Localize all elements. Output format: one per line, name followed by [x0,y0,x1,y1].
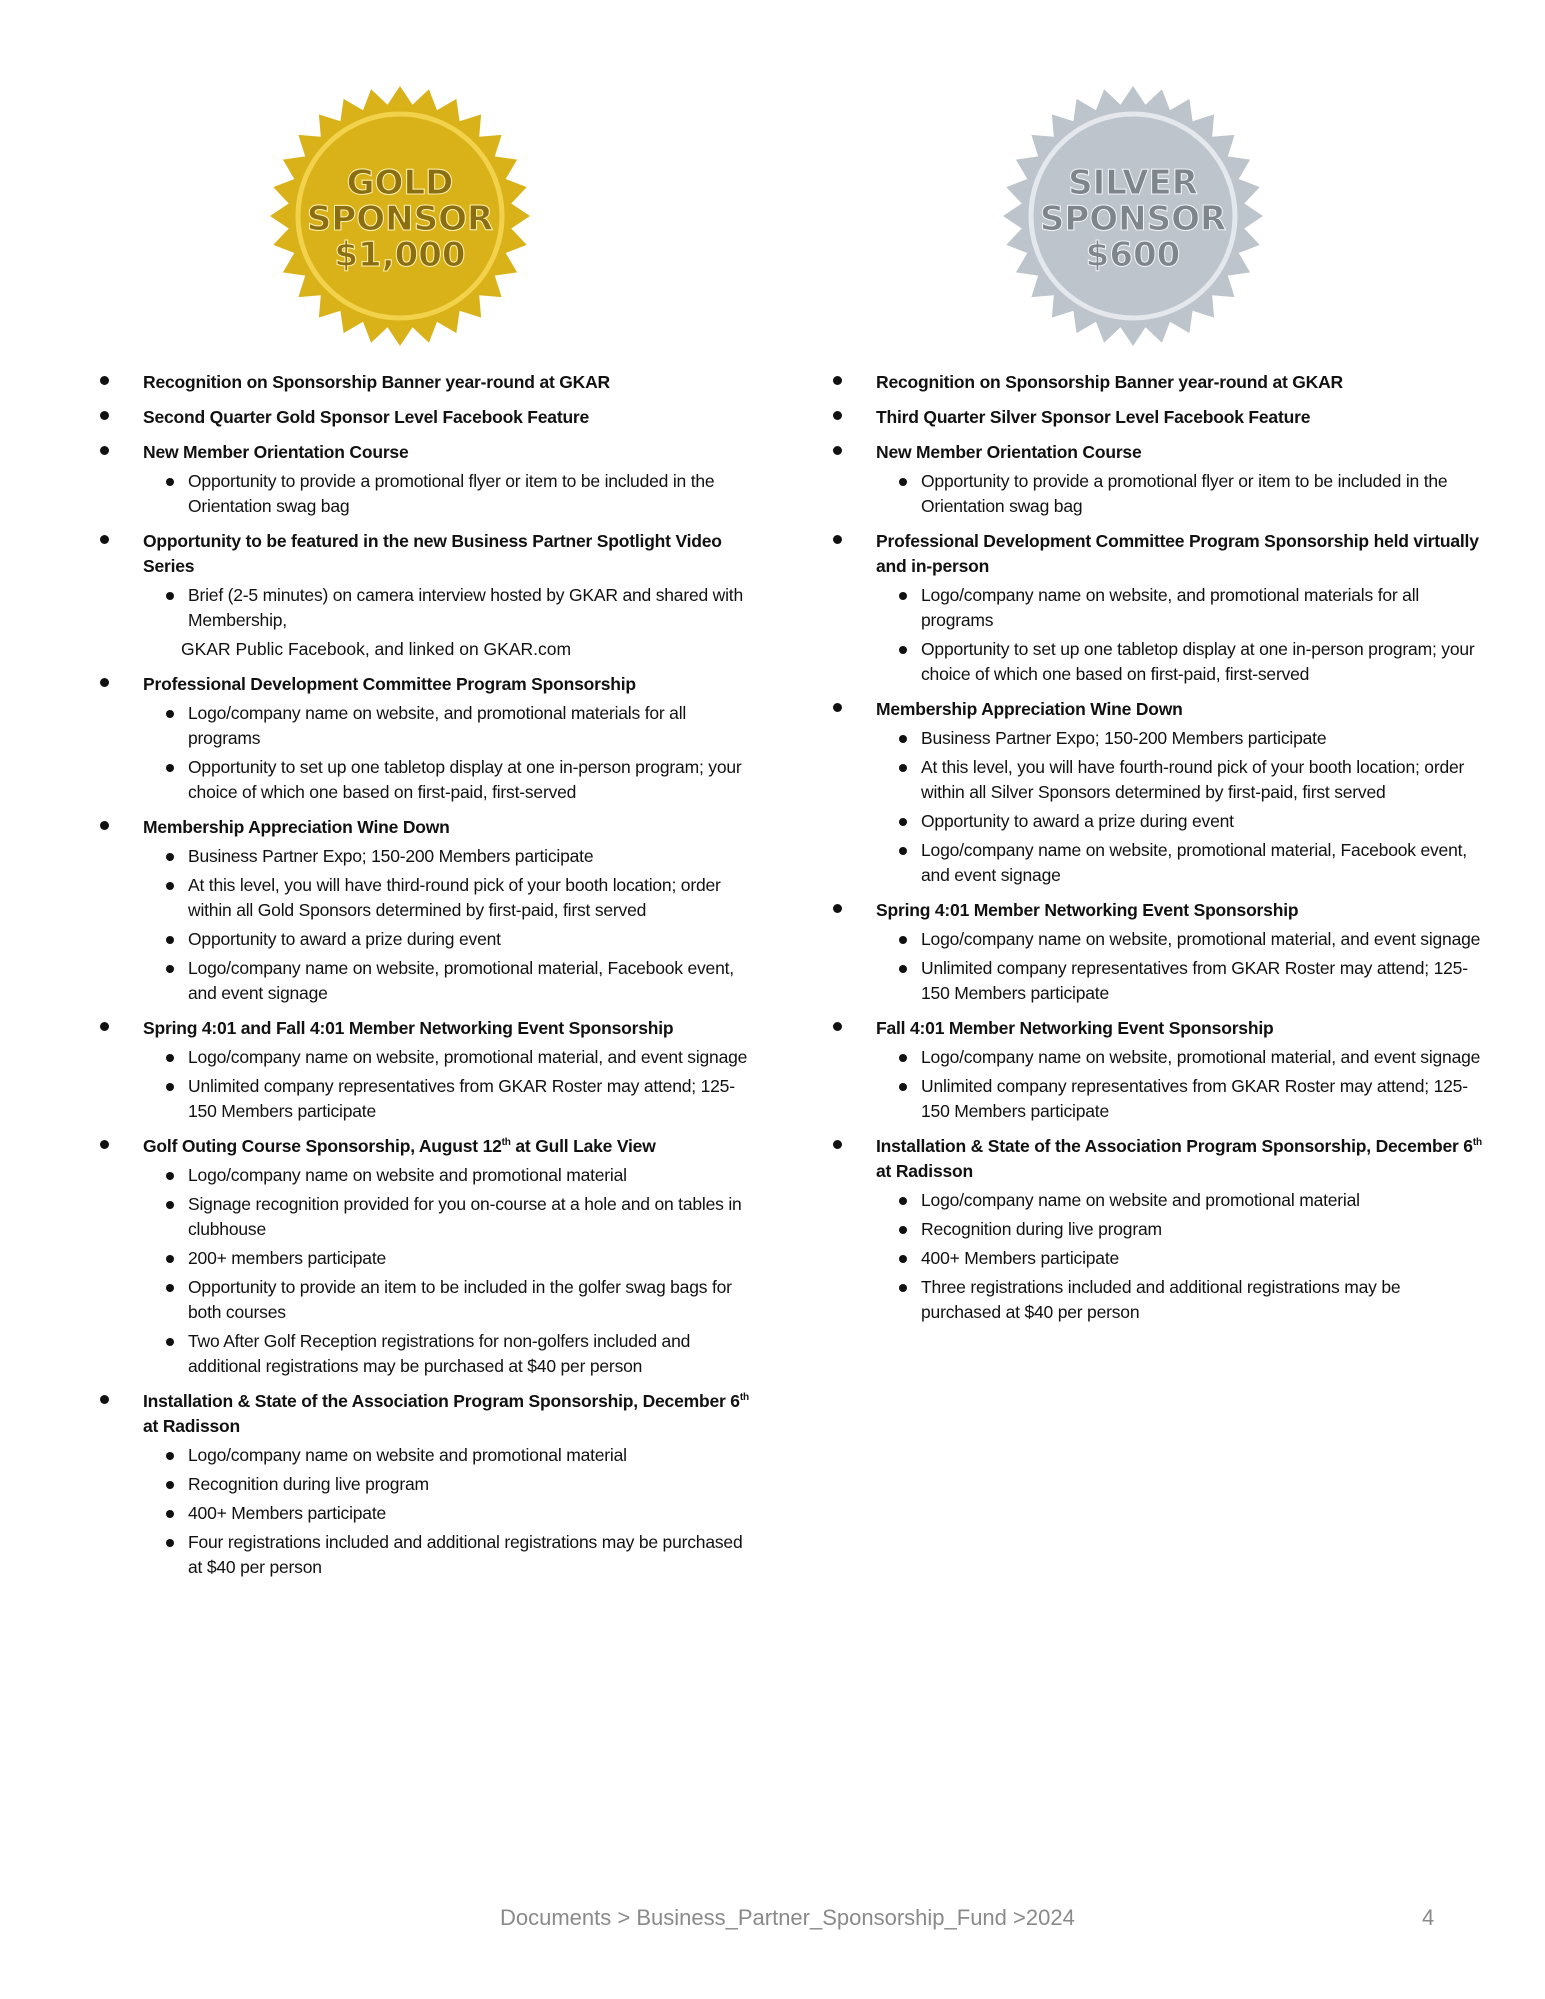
benefit-detail-list [143,469,750,519]
benefit-item [100,815,750,1006]
benefit-detail: Two After Golf Reception registrations for non-golfers included and additional registrations may be purchased at $40 per person [143,1329,750,1379]
benefit-detail: Logo/company name on website, promotional material, and event signage [876,1045,1483,1070]
benefit-detail: Logo/company name on website, promotional material, and event signage [876,927,1483,952]
benefit-title: Spring 4:01 and Fall 4:01 Member Networking Event Sponsorship [143,1018,674,1038]
benefit-detail: At this level, you will have fourth-round pick of your booth location; order within all Silver Sponsors determined by first-paid, first served [876,755,1483,805]
silver-badge-line2: SPONSOR [1039,199,1227,239]
benefit-item [100,672,750,805]
benefit-item [833,1134,1483,1325]
benefit-item [833,370,1483,395]
benefit-title-suffix: th [501,1137,511,1149]
benefit-detail: Unlimited company representatives from GKAR Roster may attend; 125-150 Members participate [143,1074,750,1124]
page-number: 4 [1422,1905,1435,1930]
benefit-title-suffix: th [739,1392,749,1404]
benefit-title: Professional Development Committee Program Sponsorship held virtually and in-person [876,531,1479,576]
silver-badge-area [833,60,1483,360]
benefit-detail-list [143,583,750,633]
benefit-detail: At this level, you will have third-round pick of your booth location; order within all Gold Sponsors determined by first-paid, first served [143,873,750,923]
benefit-detail: Logo/company name on website, promotional material, and event signage [143,1045,750,1070]
benefit-detail: Logo/company name on website and promotional material [876,1188,1483,1213]
benefit-item [100,405,750,430]
benefit-detail-list [143,1443,750,1580]
benefit-title [876,1134,1483,1184]
benefit-item [833,529,1483,687]
gold-badge-area [100,60,750,360]
benefit-detail-list [876,1188,1483,1325]
benefit-detail-list [143,1045,750,1124]
benefit-detail: Logo/company name on website, promotional material, Facebook event, and event signage [876,838,1483,888]
benefit-item [833,405,1483,430]
benefit-detail: Opportunity to provide an item to be included in the golfer swag bags for both courses [143,1275,750,1325]
benefit-detail: Brief (2-5 minutes) on camera interview hosted by GKAR and shared with Membership, [143,583,750,633]
benefit-item [833,1016,1483,1124]
benefit-detail-list [876,927,1483,1006]
benefit-detail: Three registrations included and additional registrations may be purchased at $40 per person [876,1275,1483,1325]
benefit-detail-list [876,1045,1483,1124]
benefit-detail: Recognition during live program [876,1217,1483,1242]
gold-sponsor-seal-icon [268,84,532,348]
benefit-title-text: Golf Outing Course Sponsorship, August 12 [143,1136,502,1156]
footer-breadcrumb: Documents > Business_Partner_Sponsorship_Fund >2024 [500,1905,1075,1930]
benefit-item [100,440,750,519]
benefit-detail: Four registrations included and additional registrations may be purchased at $40 per person [143,1530,750,1580]
benefit-detail-list [876,583,1483,687]
benefit-detail: Unlimited company representatives from GKAR Roster may attend; 125-150 Members participate [876,1074,1483,1124]
benefit-title-location: at Radisson [876,1161,973,1181]
benefit-detail: Logo/company name on website, promotional material, Facebook event, and event signage [143,956,750,1006]
benefit-detail: Opportunity to set up one tabletop display at one in-person program; your choice of which one based on first-paid, first-served [876,637,1483,687]
benefit-title-location: at Radisson [143,1416,240,1436]
gold-badge-line3: $1,000 [334,235,466,275]
benefit-title: New Member Orientation Course [876,442,1142,462]
benefit-title [143,1389,750,1439]
benefit-title: Membership Appreciation Wine Down [143,817,450,837]
silver-badge-line3: $600 [1085,235,1181,275]
benefit-detail: Unlimited company representatives from GKAR Roster may attend; 125-150 Members participate [876,956,1483,1006]
benefit-item [833,697,1483,888]
benefit-detail: Logo/company name on website, and promotional materials for all programs [876,583,1483,633]
benefit-title: Spring 4:01 Member Networking Event Sponsorship [876,900,1299,920]
benefit-detail-list [143,1163,750,1379]
benefit-title: Recognition on Sponsorship Banner year-round at GKAR [876,372,1343,392]
benefit-detail: 400+ Members participate [143,1501,750,1526]
benefit-detail-list [143,701,750,805]
silver-benefit-list [833,370,1483,1325]
silver-sponsor-column [833,60,1483,1335]
benefit-detail: Logo/company name on website and promotional material [143,1443,750,1468]
gold-badge-line1: GOLD [346,163,454,203]
benefit-title: Fall 4:01 Member Networking Event Sponsorship [876,1018,1274,1038]
benefit-title: Professional Development Committee Program Sponsorship [143,674,636,694]
gold-benefit-list [100,370,750,1580]
benefit-title: Third Quarter Silver Sponsor Level Facebook Feature [876,407,1311,427]
benefit-title: Opportunity to be featured in the new Business Partner Spotlight Video Series [143,531,722,576]
benefit-detail-list [143,844,750,1006]
benefit-detail-list [876,469,1483,519]
benefit-detail: Signage recognition provided for you on-course at a hole and on tables in clubhouse [143,1192,750,1242]
gold-badge-line2: SPONSOR [306,199,494,239]
benefit-title-text: Installation & State of the Association Program Sponsorship, December 6 [876,1136,1473,1156]
benefit-item [100,370,750,395]
benefit-item [100,529,750,662]
benefit-detail-list [876,726,1483,888]
benefit-title [143,1134,750,1159]
benefit-detail: Opportunity to set up one tabletop display at one in-person program; your choice of which one based on first-paid, first-served [143,755,750,805]
benefit-detail: Business Partner Expo; 150-200 Members participate [143,844,750,869]
benefit-detail: 200+ members participate [143,1246,750,1271]
benefit-detail: Opportunity to award a prize during event [143,927,750,952]
benefit-detail: Opportunity to award a prize during event [876,809,1483,834]
silver-badge-line1: SILVER [1068,163,1198,203]
gold-sponsor-column [100,60,750,1590]
benefit-title: Second Quarter Gold Sponsor Level Facebook Feature [143,407,590,427]
benefit-detail: Business Partner Expo; 150-200 Members participate [876,726,1483,751]
benefit-title: Recognition on Sponsorship Banner year-round at GKAR [143,372,610,392]
benefit-title-location: at Gull Lake View [510,1136,656,1156]
benefit-detail: Logo/company name on website, and promotional materials for all programs [143,701,750,751]
benefit-item [833,898,1483,1006]
benefit-detail: Opportunity to provide a promotional flyer or item to be included in the Orientation swag bag [876,469,1483,519]
benefit-detail: Recognition during live program [143,1472,750,1497]
benefit-item [833,440,1483,519]
benefit-detail: Logo/company name on website and promotional material [143,1163,750,1188]
benefit-detail: Opportunity to provide a promotional flyer or item to be included in the Orientation swag bag [143,469,750,519]
benefit-detail: 400+ Members participate [876,1246,1483,1271]
benefit-item [100,1389,750,1580]
benefit-title-suffix: th [1472,1137,1482,1149]
benefit-item [100,1016,750,1124]
benefit-item [100,1134,750,1379]
benefit-detail-continued: GKAR Public Facebook, and linked on GKAR.com [181,639,572,659]
benefit-title-text: Installation & State of the Association Program Sponsorship, December 6 [143,1391,740,1411]
silver-sponsor-seal-icon [1001,84,1265,348]
benefit-title: Membership Appreciation Wine Down [876,699,1183,719]
benefit-title: New Member Orientation Course [143,442,409,462]
